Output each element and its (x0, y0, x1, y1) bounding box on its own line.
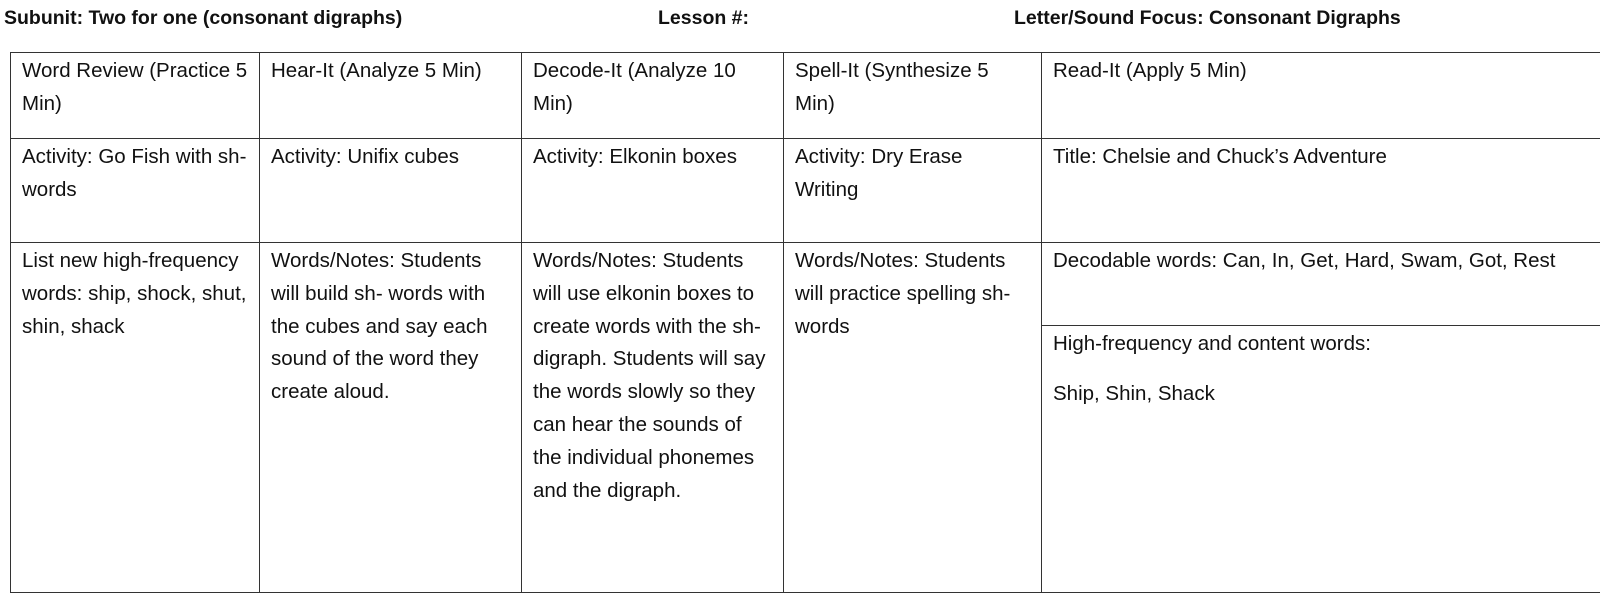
column-header-decode-it: Decode-It (Analyze 10 Min) (522, 53, 784, 139)
high-frequency-content-words (1042, 326, 1600, 413)
high-frequency-content-list: Ship, Shin, Shack (1053, 381, 1215, 405)
notes-word-review: List new high-frequency words: ship, shock, shut, shin, shack (11, 243, 260, 593)
column-header-hear-it: Hear-It (Analyze 5 Min) (260, 53, 522, 139)
lesson-plan-table (10, 52, 1600, 593)
lesson-number-heading: Lesson #: (658, 7, 750, 29)
high-frequency-content-label: High-frequency and content words: (1053, 332, 1371, 355)
read-it-title: Title: Chelsie and Chuck’s Adventure (1042, 139, 1600, 243)
notes-spell-it: Words/Notes: Students will practice spelling sh- words (784, 243, 1042, 593)
column-header-read-it: Read-It (Apply 5 Min) (1042, 53, 1600, 139)
notes-read-it (1042, 243, 1600, 593)
notes-decode-it: Words/Notes: Students will use elkonin boxes to create words with the sh- digraph. Students will say the words slowly so they can hear the sounds of the individual phonemes and the digraph. (522, 243, 784, 593)
column-header-word-review: Word Review (Practice 5 Min) (11, 53, 260, 139)
column-header-spell-it: Spell-It (Synthesize 5 Min) (784, 53, 1042, 139)
table-row-notes (11, 243, 1600, 593)
decodable-words: Decodable words: Can, In, Get, Hard, Swam, Got, Rest (1042, 243, 1600, 326)
table-row-headers (11, 53, 1600, 139)
table-row-activities (11, 139, 1600, 243)
activity-hear-it: Activity: Unifix cubes (260, 139, 522, 243)
notes-hear-it: Words/Notes: Students will build sh- words with the cubes and say each sound of the word they create aloud. (260, 243, 522, 593)
letter-sound-focus-heading: Letter/Sound Focus: Consonant Digraphs (1014, 7, 1401, 29)
activity-spell-it: Activity: Dry Erase Writing (784, 139, 1042, 243)
activity-word-review: Activity: Go Fish with sh- words (11, 139, 260, 243)
activity-decode-it: Activity: Elkonin boxes (522, 139, 784, 243)
subunit-heading: Subunit: Two for one (consonant digraphs) (4, 7, 403, 29)
